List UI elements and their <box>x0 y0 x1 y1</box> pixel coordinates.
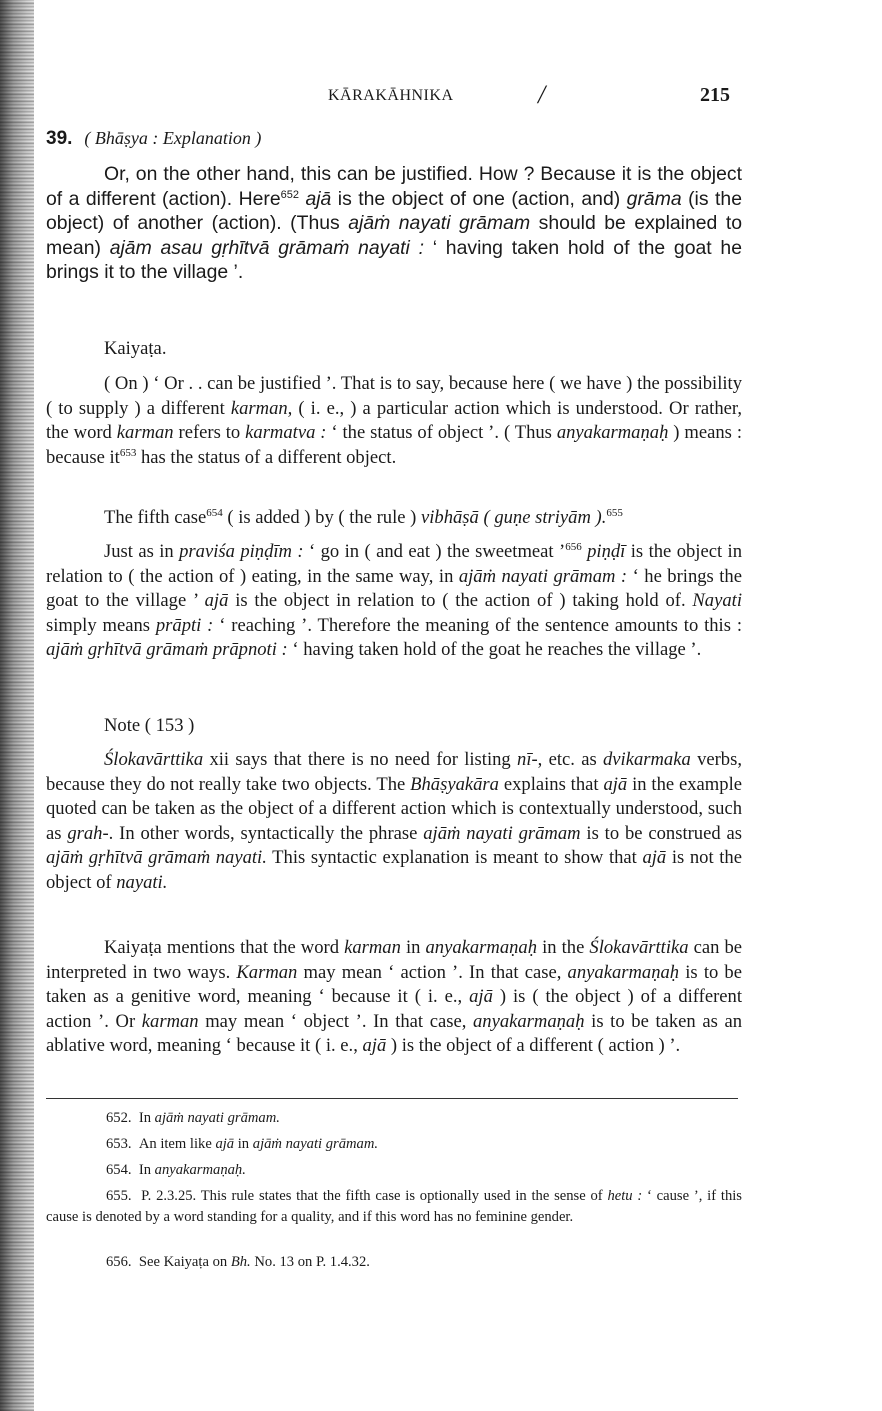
text-run: has the status of a different object. <box>136 446 397 468</box>
section-number: 39. <box>46 128 73 149</box>
footnote-655 <box>46 1186 742 1227</box>
text-run: may mean ‘ action ’. In that case, <box>297 961 568 983</box>
text-run: ( is added ) by ( the rule ) <box>222 507 421 528</box>
italic-term: ajā <box>204 590 229 612</box>
italic-term: nī- <box>517 749 538 770</box>
kaiyata-paragraph-1 <box>46 372 742 470</box>
page-number: 215 <box>700 84 730 106</box>
italic-term: Ślokavārttika <box>104 749 204 770</box>
text-run: ) is the object of a different ( action ) ’. <box>386 1035 681 1057</box>
italic-term: anyakarmaṇaḥ <box>472 1010 585 1032</box>
book-binding-edge <box>0 0 34 1411</box>
text-run: , etc. as <box>537 749 603 770</box>
italic-term: Bhāṣyakāra <box>410 773 499 795</box>
italic-term: vibhāṣā ( guṇe striyām ). <box>421 507 607 528</box>
text-run: ‘ having taken hold of the goat he brings it to the village ’. <box>46 236 742 284</box>
text-run: is the object in relation to ( the action of ) taking hold of. <box>228 590 693 612</box>
footnote-number: 653. <box>106 1136 139 1152</box>
italic-term: ajāṁ gṛhītvā grāmaṁ nayati. <box>46 847 267 869</box>
footnote-ref: 656 <box>565 541 582 553</box>
text-run: ( On ) ‘ Or . . can be justified ’. That is to say, because here ( we have ) the possibility ( to supply ) a different <box>46 373 742 419</box>
italic-term: karman <box>344 937 401 958</box>
text-run: Just as in <box>104 541 180 562</box>
italic-term: ajā <box>603 773 628 795</box>
text-run: is to be taken as an ablative word, meaning ‘ because it ( i. e., <box>46 1010 743 1057</box>
text-run: simply means <box>46 614 156 636</box>
footnote-654 <box>46 1160 742 1181</box>
text-run: ‘ go in ( and eat ) the sweetmeat ’ <box>303 541 566 562</box>
section-heading <box>46 128 746 150</box>
text-run: is to be taken as a genitive word, meaning ‘ because it ( i. e., <box>46 961 742 1008</box>
text-run: is the object of one (action, and) <box>331 187 627 210</box>
text-run: P. 2.3.25. This rule states that the fifth case is optionally used in the sense of <box>141 1188 608 1204</box>
text-run: Kaiyaṭa mentions that the word <box>104 937 345 958</box>
text-run: can be interpreted in two ways. <box>46 937 743 983</box>
italic-term: ajāṁ nayati grāmam <box>348 212 531 235</box>
italic-term: piṇḍī <box>587 541 626 562</box>
section-label: ( Bhāṣya : Explanation ) <box>84 128 262 148</box>
italic-term: anyakarmaṇaḥ <box>556 422 669 444</box>
text-run: explains that <box>498 773 604 795</box>
text-run: in <box>400 937 426 958</box>
text-run: in the example quoted can be taken as the object of a different action which is contextually understood, such as <box>46 773 742 844</box>
bhasya-paragraph <box>46 162 742 285</box>
italic-term: anyakarmaṇaḥ <box>425 937 538 958</box>
footnote-652 <box>46 1108 742 1129</box>
note-paragraph-2 <box>46 936 742 1059</box>
italic-term: karman <box>116 422 174 444</box>
text-run: . In other words, syntactically the phrase <box>108 822 424 844</box>
text-run: is the object in relation to ( the action of ) eating, in the same way, in <box>46 541 743 587</box>
footnote-number: 655. <box>106 1188 142 1204</box>
italic-term: ajām asau gṛhītvā grāmaṁ nayati : <box>109 236 424 259</box>
footnote-656 <box>46 1252 742 1273</box>
text-run: ) means : because it <box>46 422 742 468</box>
text-run: See Kaiyaṭa on <box>138 1254 231 1270</box>
italic-term: hetu : <box>607 1188 643 1204</box>
italic-term: ajāṁ nayati grāmam <box>423 822 581 844</box>
italic-term: nayati. <box>116 871 168 893</box>
italic-term: ajāṁ gṛhītvā grāmaṁ prāpnoti : <box>46 639 288 661</box>
italic-term: dvikarmaka <box>603 749 691 770</box>
footnote-ref: 653 <box>119 446 137 459</box>
text-run: ) is ( the object ) of a different action ’. Or <box>46 986 742 1032</box>
text-run: ‘ reaching ’. Therefore the meaning of the sentence amounts to this : <box>213 614 742 636</box>
kaiyata-paragraph-2 <box>46 506 742 531</box>
text-run: ‘ he brings the goat to the village ’ <box>46 565 742 612</box>
text-run: No. 13 on P. 1.4.32. <box>250 1254 370 1270</box>
kaiyata-paragraph-3 <box>46 540 742 663</box>
italic-term: anyakarmaṇaḥ <box>567 961 680 983</box>
italic-term: ajā <box>642 847 667 869</box>
italic-term: prāpti : <box>155 614 214 636</box>
footnote-ref: 652 <box>280 188 299 201</box>
text-run: ‘ having taken hold of the goat he reaches the village ’. <box>287 639 702 661</box>
footnote-653 <box>46 1134 742 1155</box>
text-run: is not the object of <box>46 847 742 893</box>
italic-term: ajāṁ nayati grāmam. <box>252 1136 379 1152</box>
text-run: refers to <box>173 422 246 444</box>
text-run: An item like <box>138 1136 216 1152</box>
italic-term: praviśa piṇḍīm : <box>179 541 304 562</box>
italic-term: anyakarmaṇaḥ. <box>154 1162 246 1178</box>
text-run: in <box>234 1136 253 1152</box>
text-run: ‘ the status of object ’. ( Thus <box>326 422 557 444</box>
running-title: KĀRAKĀHNIKA <box>328 87 454 104</box>
italic-term: Karman <box>236 961 298 983</box>
text-run: (is the object) of another (action). (Thus <box>46 187 742 235</box>
italic-term: ajā <box>215 1136 235 1152</box>
footnote-number: 654. <box>106 1162 139 1178</box>
kaiyata-heading: Kaiyaṭa. <box>104 338 167 359</box>
text-run: xii says that there is no need for listing <box>203 749 518 770</box>
footnote-ref: 654 <box>206 507 223 519</box>
text-run: ( i. e., ) a particular action which is understood. Or rather, the word <box>46 397 742 444</box>
page-header <box>0 80 882 109</box>
italic-term: ajā <box>362 1035 387 1057</box>
text-run: Or, on the other hand, this can be justified. How ? Because it is the object of a different (action). Here <box>46 163 742 210</box>
text-run: in the <box>537 937 590 958</box>
note-paragraph-1 <box>46 748 742 896</box>
text-run: should be explained to mean) <box>46 212 743 259</box>
italic-term: ajā <box>469 986 493 1008</box>
italic-term: ajā <box>305 187 332 210</box>
text-run: This syntactic explanation is meant to show that <box>266 847 643 869</box>
italic-term: karman <box>141 1010 199 1032</box>
text-run: may mean ‘ object ’. In that case, <box>198 1010 473 1032</box>
italic-term: grāma <box>626 187 682 210</box>
italic-term: Nayati <box>692 590 742 612</box>
italic-term: karmatva : <box>245 422 327 444</box>
italic-term: Ślokavārttika <box>589 937 689 958</box>
text-run: The fifth case <box>104 507 207 528</box>
footnote-number: 652. <box>106 1110 139 1126</box>
italic-term: grah- <box>67 822 109 844</box>
footnote-ref: 655 <box>606 507 623 519</box>
text-run: is to be construed as <box>580 822 742 844</box>
note-heading: Note ( 153 ) <box>104 715 195 736</box>
italic-term: Bh. <box>230 1254 251 1270</box>
pen-mark: / <box>538 80 546 109</box>
text-run: In <box>138 1162 155 1178</box>
text-run: In <box>138 1110 155 1126</box>
footnote-number: 656. <box>106 1254 139 1270</box>
footnote-divider <box>46 1098 738 1099</box>
text-run: ‘ cause ’, if this cause is denoted by a word standing for a quality, and if this word has no feminine gender. <box>46 1188 742 1225</box>
text-run: verbs, because they do not really take two objects. The <box>46 749 742 795</box>
italic-term: karman, <box>230 397 293 419</box>
italic-term: ajāṁ nayati grāmam. <box>154 1110 280 1126</box>
italic-term: ajāṁ nayati grāmam : <box>458 565 628 587</box>
